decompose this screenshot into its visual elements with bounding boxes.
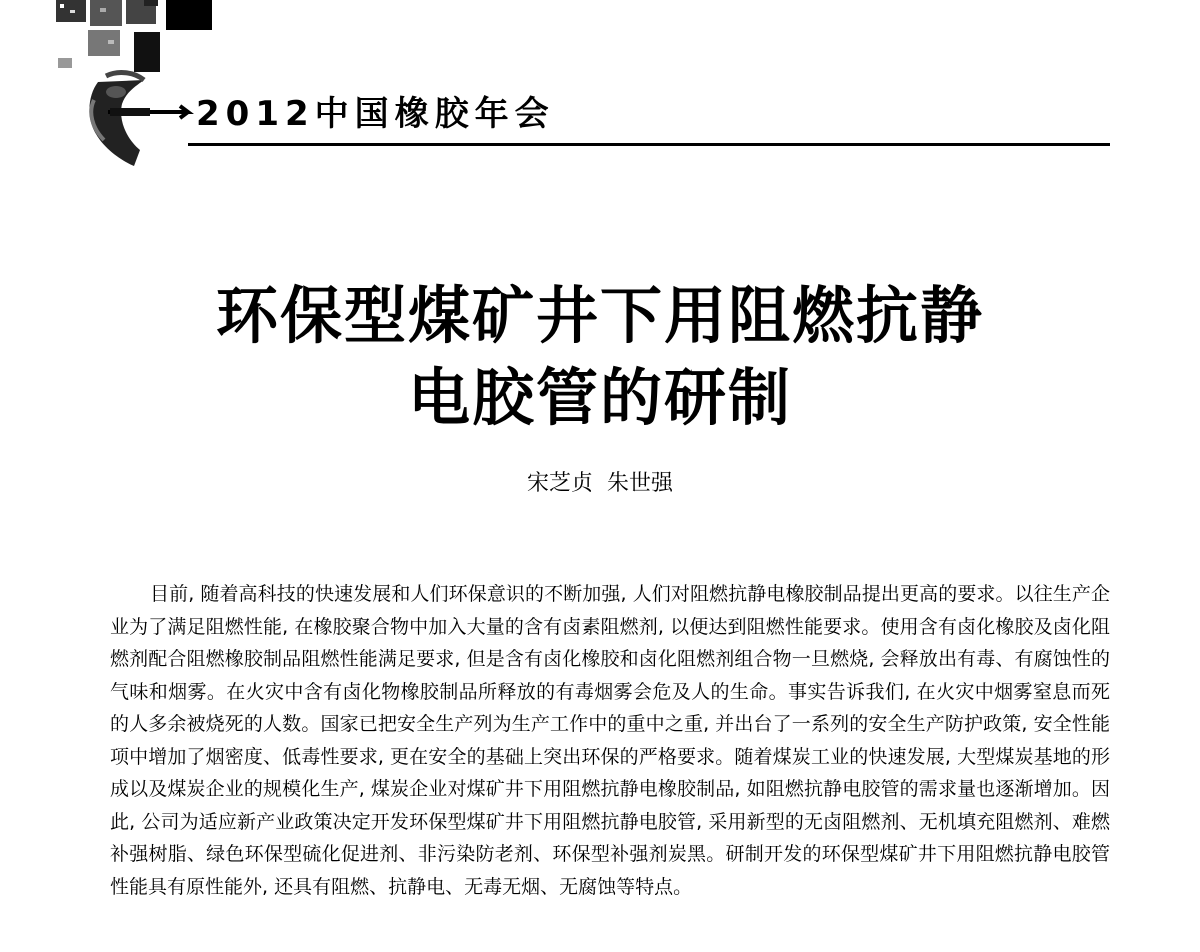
paper-title [0,275,1200,439]
author-list: 宋芝贞 朱世强 [527,471,673,496]
paper-title-line-2: 电胶管的研制 [407,361,792,434]
header-divider [188,143,1110,146]
body-paragraph: 目前, 随着高科技的快速发展和人们环保意识的不断加强, 人们对阻燃抗静电橡胶制品提出更高的要求。以往生产企业为了满足阻燃性能, 在橡胶聚合物中加入大量的含有卤素阻燃剂, 以便达到阻燃性能要求。使用含有卤化橡胶及卤化阻燃剂配合阻燃橡胶制品阻燃性能满足要求, 但是含有卤化橡胶和卤化阻燃剂组合物一旦燃烧, 会释放出有毒、有腐蚀性的气味和烟雾。在火灾中含有卤化物橡胶制品所释放的有毒烟雾会危及人的生命。事实告诉我们, 在火灾中烟雾窒息而死的人多余被烧死的人数。国家已把安全生产列为生产工作中的重中之重, 并出台了一系列的安全生产防护政策, 安全性能项中增加了烟密度、低毒性要求, 更在安全的基础上突出环保的严格要求。随着煤炭工业的快速发展, 大型煤炭基地的形成以及煤炭企业的规模化生产, 煤炭企业对煤矿井下用阻燃抗静电橡胶制品, 如阻燃抗静电胶管的需求量也逐渐增加。因此, 公司为适应新产业政策决定开发环保型煤矿井下用阻燃抗静电胶管, 采用新型的无卤阻燃剂、无机填充阻燃剂、难燃补强树脂、绿色环保型硫化促进剂、非污染防老剂、环保型补强剂炭黑。研制开发的环保型煤矿井下用阻燃抗静电胶管性能具有原性能外, 还具有阻燃、抗静电、无毒无烟、无腐蚀等特点。 [110,583,1110,898]
paper-title-line-1: 环保型煤矿井下用阻燃抗静 [215,279,984,352]
running-header-title: 2012中国橡胶年会 [196,94,555,134]
